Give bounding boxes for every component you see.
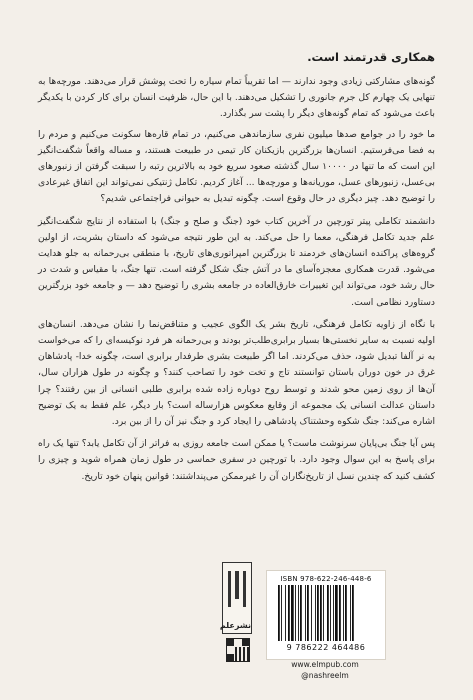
- publisher-footer: [0, 562, 473, 682]
- barcode: [266, 570, 386, 660]
- barcode-bars-icon: [277, 585, 375, 641]
- blurb-paragraph: پس آیا جنگ بی‌پایان سرنوشت ماست؟ یا ممکن است جامعه روزی به فراتر از آن تکامل یابد؟ تنها یک راه برای پاسخ به این سوال وجود دارد. با تورچین در سفری حماسی در طول زمان همراه شوید و چیزی را کشف کنید که چندین نسل از تاریخ‌نگاران آن را غیرممکن می‌پنداشتند: قوانین پنهان خود تاریخ.: [38, 438, 435, 482]
- blurb-paragraph: با نگاه از زاویه تکامل فرهنگی، تاریخ بشر یک الگوی عجیب و متناقض‌نما را نشان می‌دهد. انسان‌های اولیه نسبت به سایر نخستی‌ها بسیار برابری‌طلب‌تر بودند و بی‌رحمانه هر فرد نوکیسه‌ای را که می‌خواست به نر آلفا تبدیل شود، حذف می‌کردند. اما اگر طبیعت بشری طرفدار برابری است، چگونه خدا- پادشاهان غرق در خون دوران باستان توانستند تاج و تخت خود را تصاحب کنند؟ و چگونه در طول هزاران سال، آن‌ها از روی زمین محو شدند و توسط روح دوباره زاده شده برابری طلبی انسانی از بین رفتند؟ چرا داستان عدالت انسانی یک مجموعه از وقایع معکوس هزارساله است؟ بار دیگر، علم فقط به یک توضیح اشاره می‌کند: جنگ شکوه وحشتناک پادشاهی را ایجاد کرد و جنگ نیز آن را از بین برد.: [38, 318, 435, 428]
- logo-mark-icon: [228, 571, 246, 607]
- publisher-logo: [219, 562, 252, 634]
- publisher-logo-name: نشرعلم: [219, 621, 251, 630]
- blurb-heading: همکاری قدرتمند است.: [307, 50, 435, 64]
- publisher-website: www.elmpub.com: [291, 660, 359, 669]
- publisher-instagram: @nashreelm: [301, 671, 349, 680]
- barcode-digits: 9 786222 464486: [286, 643, 366, 652]
- isbn-text: ISBN 978-622-246-448-6: [280, 575, 372, 583]
- blurb: [38, 50, 435, 489]
- blurb-paragraph: ما خود را در جوامع صدها میلیون نفری سازماندهی می‌کنیم، در تمام قاره‌ها سکونت می‌کنیم و مردم را به فضا می‌فرستیم. انسان‌ها بزرگترین بازیکنان کار تیمی در طبیعت هستند، و مساله واقعاً شگفت‌انگیز این است که ما تنها در ۱۰۰۰۰ سال گذشته صعود سریع خود به بالاترین رتبه را سبقت گرفتن از زنبورهای بی‌عسل، زنبورهای عسل، موریانه‌ها و مورچه‌ها ... آغاز کردیم. تکامل ژنتیکی نمی‌تواند این اتفاق غیرعادی را توضیح دهد. چیز دیگری در حال وقوع است. چگونه تبدیل به حیوانی فراجتماعی شدیم؟: [38, 128, 435, 205]
- blurb-paragraph: دانشمند تکاملی پیتر تورچین در آخرین کتاب خود (جنگ و صلح و جنگ) با استفاده از نتایج شگفت‌انگیز علم جدید تکامل فرهنگی، معما را حل می‌کند. به این طور نتیجه می‌شود که داستان بشریت، از اولین گروه‌های پراکنده انسان‌های خردمند تا بزرگترین امپراتوری‌های تاریخ، با منطقی بی‌رحمانه به جلو هدایت می‌شود. قدرت همکاری معجزه‌آسای ما در آتش جنگ شکل گرفته است. تنها جنگ، با مقیاس و شدت در حال رشد خود، می‌تواند این تغییرات خارق‌العاده در جامعه بشری را توضیح دهد — و جامعه خود بزرگترین دستاورد نظامی است.: [38, 215, 435, 308]
- qr-code-icon: [226, 638, 250, 662]
- blurb-paragraph: گونه‌های مشارکتی زیادی وجود ندارند — اما تقریباً تمام سیاره را تحت پوشش قرار می‌دهند. مورچه‌ها به تنهایی یک چهارم کل جرم جانوری را تشکیل می‌دهند. با این حال، ظرفیت انسان برای کار کردن با یکدیگر باعث می‌شود که تمام گونه‌های دیگر را پشت سر بگذارد.: [38, 76, 435, 120]
